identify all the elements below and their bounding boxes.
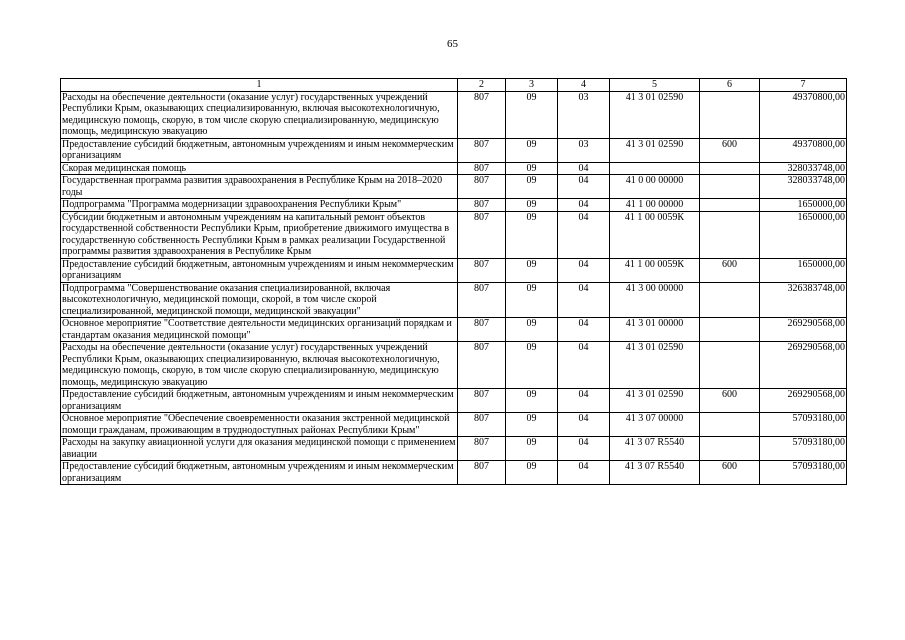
expense-name-cell: Расходы на обеспечение деятельности (оказание услуг) государственных учреждений Республики Крым, оказывающих специализированную, включая высокотехнологичную, медицинскую помощь, скорую, в том числе скорую специализированную, медицинскую помощь, медицинскую эвакуацию bbox=[61, 91, 458, 138]
section-code-cell: 09 bbox=[506, 162, 558, 175]
subsection-code-cell: 03 bbox=[558, 91, 610, 138]
column-header-1: 1 bbox=[61, 79, 458, 92]
column-header-4: 4 bbox=[558, 79, 610, 92]
ministry-code-cell: 807 bbox=[458, 91, 506, 138]
subsection-code-cell: 04 bbox=[558, 437, 610, 461]
subsection-code-cell: 04 bbox=[558, 258, 610, 282]
target-article-cell: 41 3 01 02590 bbox=[610, 91, 700, 138]
column-header-5: 5 bbox=[610, 79, 700, 92]
column-header-3: 3 bbox=[506, 79, 558, 92]
table-row bbox=[61, 413, 847, 437]
amount-cell: 269290568,00 bbox=[760, 342, 847, 389]
target-article-cell: 41 3 01 02590 bbox=[610, 389, 700, 413]
section-code-cell: 09 bbox=[506, 318, 558, 342]
expense-type-cell bbox=[700, 342, 760, 389]
section-code-cell: 09 bbox=[506, 138, 558, 162]
column-header-7: 7 bbox=[760, 79, 847, 92]
table-row bbox=[61, 461, 847, 485]
section-code-cell: 09 bbox=[506, 211, 558, 258]
subsection-code-cell: 04 bbox=[558, 413, 610, 437]
ministry-code-cell: 807 bbox=[458, 413, 506, 437]
section-code-cell: 09 bbox=[506, 175, 558, 199]
expense-type-cell: 600 bbox=[700, 389, 760, 413]
subsection-code-cell: 04 bbox=[558, 318, 610, 342]
subsection-code-cell: 04 bbox=[558, 175, 610, 199]
expense-type-cell bbox=[700, 199, 760, 212]
expense-name-cell: Расходы на закупку авиационной услуги для оказания медицинской помощи с применением авиации bbox=[62, 437, 456, 460]
section-code-cell: 09 bbox=[506, 389, 558, 413]
amount-cell: 269290568,00 bbox=[760, 389, 847, 413]
subsection-code-cell: 04 bbox=[558, 342, 610, 389]
section-code-cell: 09 bbox=[506, 91, 558, 138]
target-article-cell: 41 1 00 0059К bbox=[610, 258, 700, 282]
table-row bbox=[61, 175, 847, 199]
amount-cell: 328033748,00 bbox=[760, 162, 847, 175]
ministry-code-cell: 807 bbox=[458, 282, 506, 318]
amount-cell: 269290568,00 bbox=[760, 318, 847, 342]
column-header-2: 2 bbox=[458, 79, 506, 92]
section-code-cell: 09 bbox=[506, 258, 558, 282]
expense-type-cell: 600 bbox=[700, 461, 760, 485]
expense-name-cell: Основное мероприятие "Обеспечение своевременности оказания экстренной медицинской помощи гражданам, проживающим в труднодоступных районах Республики Крым" bbox=[61, 413, 458, 437]
expense-name-cell: Предоставление субсидий бюджетным, автономным учреждениям и иным некоммерческим организациям bbox=[61, 258, 458, 282]
amount-cell: 57093180,00 bbox=[760, 461, 847, 485]
target-article-cell: 41 3 07 R5540 bbox=[610, 461, 700, 485]
amount-cell: 1650000,00 bbox=[760, 199, 847, 212]
expense-name-cell: Субсидии бюджетным и автономным учреждениям на капитальный ремонт объектов государственной собственности Республики Крым, приобретение движимого имущества в государственную собственность Республики Крым в рамках реализации Государственной программы развития здравоохранения в Республике Крым bbox=[61, 211, 458, 258]
section-code-cell: 09 bbox=[506, 437, 558, 461]
subsection-code-cell: 04 bbox=[558, 199, 610, 212]
expense-type-cell bbox=[700, 282, 760, 318]
target-article-cell: 41 3 01 00000 bbox=[610, 318, 700, 342]
table-row bbox=[61, 138, 847, 162]
expense-name-cell: Подпрограмма "Совершенствование оказания специализированной, включая высокотехнологичную, медицинской помощи, скорой, в том числе скорой специализированной, медицинской помощи, медицинской эвакуации" bbox=[61, 282, 458, 318]
ministry-code-cell: 807 bbox=[458, 211, 506, 258]
expense-name-cell: Государственная программа развития здравоохранения в Республике Крым на 2018–2020 годы bbox=[61, 175, 458, 199]
target-article-cell: 41 3 01 02590 bbox=[610, 138, 700, 162]
ministry-code-cell: 807 bbox=[458, 199, 506, 212]
section-code-cell: 09 bbox=[506, 461, 558, 485]
subsection-code-cell: 04 bbox=[558, 389, 610, 413]
table-row bbox=[61, 282, 847, 318]
ministry-code-cell: 807 bbox=[458, 175, 506, 199]
table-row bbox=[61, 199, 847, 212]
expense-name-cell: Подпрограмма "Программа модернизации здравоохранения Республики Крым" bbox=[61, 199, 458, 212]
target-article-cell: 41 3 07 R5540 bbox=[610, 437, 700, 461]
expense-type-cell bbox=[700, 175, 760, 199]
subsection-code-cell: 03 bbox=[558, 138, 610, 162]
amount-cell: 49370800,00 bbox=[760, 138, 847, 162]
table-row bbox=[61, 211, 847, 258]
ministry-code-cell: 807 bbox=[458, 461, 506, 485]
header-row bbox=[61, 79, 847, 92]
expense-type-cell bbox=[700, 318, 760, 342]
section-code-cell: 09 bbox=[506, 282, 558, 318]
subsection-code-cell: 04 bbox=[558, 282, 610, 318]
expense-type-cell bbox=[700, 91, 760, 138]
expense-name-cell: Расходы на обеспечение деятельности (оказание услуг) государственных учреждений Республики Крым, оказывающих специализированную, включая высокотехнологичную, медицинскую помощь, скорую, в том числе скорую специализированную, медицинскую помощь, медицинскую эвакуацию bbox=[61, 342, 458, 389]
table-row bbox=[61, 389, 847, 413]
expense-type-cell bbox=[700, 211, 760, 258]
table-row bbox=[61, 342, 847, 389]
table-row bbox=[61, 437, 847, 461]
page-number: 65 bbox=[447, 38, 458, 50]
expense-name-cell: Основное мероприятие "Соответствие деятельности медицинских организаций порядкам и стандартам оказания медицинской помощи" bbox=[61, 318, 458, 342]
table-row bbox=[61, 162, 847, 175]
expense-name-cell: Предоставление субсидий бюджетным, автономным учреждениям и иным некоммерческим организациям bbox=[61, 138, 458, 162]
expense-type-cell bbox=[700, 413, 760, 437]
target-article-cell: 41 1 00 00000 bbox=[610, 199, 700, 212]
amount-cell: 49370800,00 bbox=[760, 91, 847, 138]
table-row bbox=[61, 258, 847, 282]
amount-cell: 1650000,00 bbox=[760, 211, 847, 258]
ministry-code-cell: 807 bbox=[458, 162, 506, 175]
budget-table bbox=[60, 78, 847, 485]
amount-cell: 57093180,00 bbox=[760, 437, 847, 461]
section-code-cell: 09 bbox=[506, 342, 558, 389]
section-code-cell: 09 bbox=[506, 413, 558, 437]
expense-type-cell: 600 bbox=[700, 138, 760, 162]
subsection-code-cell: 04 bbox=[558, 461, 610, 485]
expense-type-cell bbox=[700, 437, 760, 461]
amount-cell: 1650000,00 bbox=[760, 258, 847, 282]
expense-name-cell: Предоставление субсидий бюджетным, автономным учреждениям и иным некоммерческим организациям bbox=[61, 389, 458, 413]
ministry-code-cell: 807 bbox=[458, 389, 506, 413]
target-article-cell: 41 0 00 00000 bbox=[610, 175, 700, 199]
column-header-6: 6 bbox=[700, 79, 760, 92]
target-article-cell: 41 3 07 00000 bbox=[610, 413, 700, 437]
amount-cell: 328033748,00 bbox=[760, 175, 847, 199]
target-article-cell: 41 3 01 02590 bbox=[610, 342, 700, 389]
expense-name-cell: Предоставление субсидий бюджетным, автономным учреждениям и иным некоммерческим организациям bbox=[61, 461, 458, 485]
ministry-code-cell: 807 bbox=[458, 437, 506, 461]
table-row bbox=[61, 318, 847, 342]
ministry-code-cell: 807 bbox=[458, 342, 506, 389]
subsection-code-cell: 04 bbox=[558, 162, 610, 175]
expense-type-cell bbox=[700, 162, 760, 175]
ministry-code-cell: 807 bbox=[458, 318, 506, 342]
ministry-code-cell: 807 bbox=[458, 258, 506, 282]
section-code-cell: 09 bbox=[506, 199, 558, 212]
subsection-code-cell: 04 bbox=[558, 211, 610, 258]
target-article-cell bbox=[610, 162, 700, 175]
amount-cell: 57093180,00 bbox=[760, 413, 847, 437]
amount-cell: 326383748,00 bbox=[760, 282, 847, 318]
table-row bbox=[61, 91, 847, 138]
expense-name-cell: Скорая медицинская помощь bbox=[61, 162, 458, 175]
ministry-code-cell: 807 bbox=[458, 138, 506, 162]
target-article-cell: 41 1 00 0059К bbox=[610, 211, 700, 258]
target-article-cell: 41 3 00 00000 bbox=[610, 282, 700, 318]
expense-type-cell: 600 bbox=[700, 258, 760, 282]
